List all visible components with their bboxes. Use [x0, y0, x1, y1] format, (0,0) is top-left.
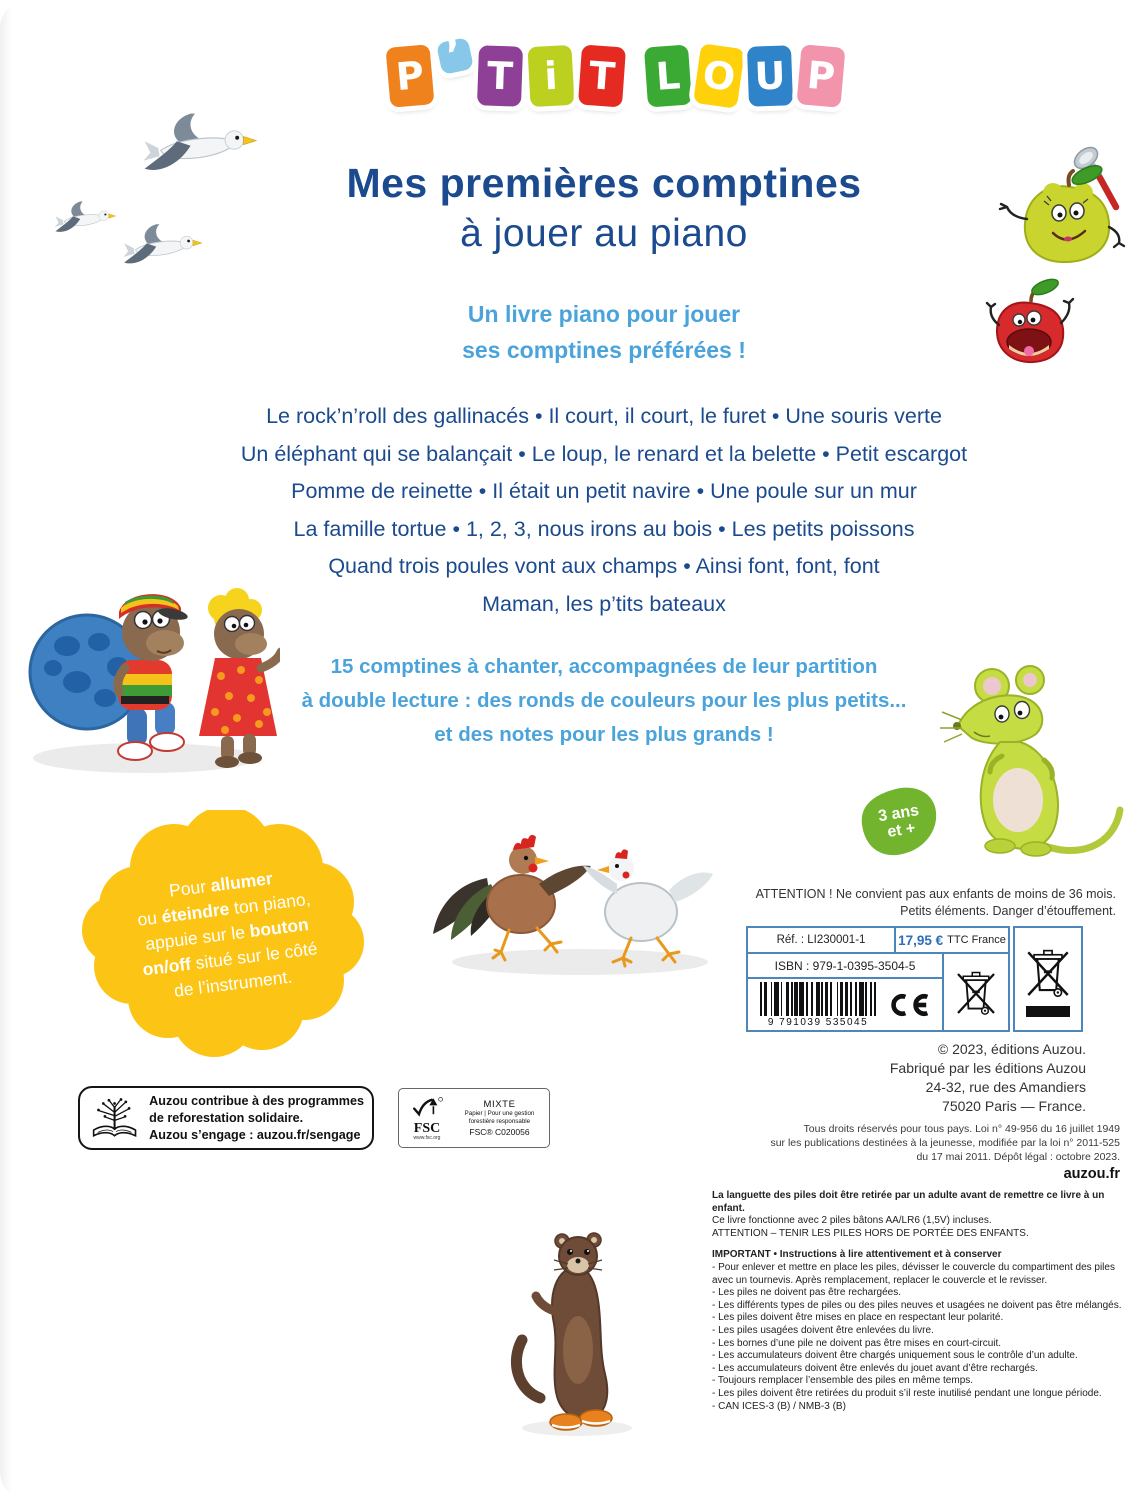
battery-item: - Toujours remplacer l’ensemble des piles en même temps.	[712, 1375, 974, 1387]
apples-illustration	[975, 135, 1136, 375]
reforestation-line: Auzou s’engage : auzou.fr/sengage	[149, 1127, 361, 1142]
book-title-line2: à jouer au piano	[460, 212, 748, 255]
battery-item: - Les piles doivent être mises en place en respectant leur polarité.	[712, 1312, 1004, 1324]
battery-line: Ce livre fonctionne avec 2 piles bâtons AA/LR6 (1,5V) incluses.	[712, 1215, 992, 1227]
battery-instructions	[712, 1190, 1126, 1413]
fsc-desc-line2: forestière responsable	[468, 1117, 531, 1125]
publisher-line: Fabriqué par les éditions Auzou	[889, 1060, 1086, 1076]
barcode-bars	[760, 982, 875, 1016]
fsc-grade: MIXTE	[483, 1098, 516, 1110]
reforestation-label	[78, 1086, 374, 1150]
power-instructions-bubble	[76, 810, 378, 1068]
fsc-desc-line1: Papier | Pour une gestion	[464, 1109, 535, 1117]
reforestation-line: Auzou contribue à des programmes	[149, 1093, 364, 1108]
age-badge-line1: 3 ans	[877, 802, 921, 826]
fsc-acronym: FSC	[413, 1120, 441, 1136]
song-line: Pomme de reinette • Il était un petit navire • Une poule sur un mur	[291, 479, 917, 503]
barcode-digits: 9 791039 535045	[767, 1016, 869, 1028]
barcode	[751, 982, 885, 1028]
song-line: La famille tortue • 1, 2, 3, nous irons au bois • Les petits poissons	[293, 516, 915, 541]
tree-book-logo	[88, 1091, 141, 1145]
reforestation-line: de reforestation solidaire.	[149, 1110, 304, 1125]
fsc-text-block	[455, 1099, 544, 1137]
price-value: 17,95 €	[898, 932, 944, 948]
logo-letter-tile: P	[796, 44, 845, 108]
safety-warning-line2: Petits éléments. Danger d’étouffement.	[900, 904, 1116, 918]
price-suffix: TTC France	[947, 934, 1006, 946]
fsc-license-code: FSC® C020056	[469, 1127, 530, 1138]
battery-item: - Les piles ne doivent pas être rechargées.	[712, 1287, 901, 1299]
battery-item: - CAN ICES-3 (B) / NMB-3 (B)	[712, 1400, 846, 1412]
barcode-box-bottom	[748, 979, 942, 1030]
book-title-line1: Mes premières comptines	[346, 160, 862, 206]
bubble-text: Pour	[167, 875, 212, 901]
bubble-text: ou	[136, 906, 163, 930]
legal-line: sur les publications destinées à la jeunesse, modifiée par la loi n° 2011-525	[770, 1137, 1120, 1149]
fsc-url: www.fsc.org	[413, 1134, 441, 1141]
logo-letter-tile: U	[747, 45, 793, 106]
song-line: Maman, les p’tits bateaux	[482, 591, 726, 616]
reference-number: Réf. : LI230001-1	[748, 928, 896, 952]
weee-box	[1013, 926, 1083, 1032]
description-line: et des notes pour les plus grands !	[434, 723, 774, 746]
green-rat-illustration	[928, 648, 1128, 863]
weee-black-bar	[1026, 1006, 1070, 1017]
isbn: ISBN : 979-1-0395-3504-5	[748, 954, 942, 979]
bubble-text: de l’instrument.	[172, 966, 294, 1001]
publisher-info	[890, 1040, 1086, 1116]
battery-item: - Les piles doivent être retirées du produit s’il reste inutilisé pendant une longue période.	[712, 1387, 1102, 1399]
barcode-box-top-row	[748, 928, 1008, 954]
bubble-text-bold: bouton	[248, 914, 310, 942]
safety-warning-line1: ATTENTION ! Ne convient pas aux enfants de moins de 36 mois.	[755, 887, 1116, 901]
weee-bin-icon	[955, 964, 997, 1020]
safety-warning	[756, 886, 1116, 920]
logo-letter-tile: O	[693, 43, 745, 109]
ce-mark-icon	[888, 990, 932, 1020]
subtitle-line2: ses comptines préférées !	[462, 337, 746, 363]
bubble-text: appuie sur le	[144, 921, 251, 954]
battery-notice: La languette des piles doit être retirée par un adulte avant de remettre ce livre à un enfant.	[712, 1190, 1105, 1214]
fsc-label	[398, 1088, 550, 1148]
red-apple	[987, 276, 1073, 362]
song-line: Quand trois poules vont aux champs • Ainsi font, font, font	[328, 554, 880, 578]
bubble-text-bold: allumer	[209, 868, 274, 896]
publisher-line: 75020 Paris — France.	[942, 1098, 1086, 1114]
hen	[583, 849, 713, 966]
dancing-chickens-illustration	[425, 820, 725, 985]
logo-letter-tile: P	[385, 44, 434, 108]
battery-important-title: IMPORTANT • Instructions à lire attentivement et à conserver	[712, 1249, 1002, 1261]
publisher-website: auzou.fr	[1063, 1166, 1120, 1182]
legal-line: Tous droits réservés pour tous pays. Loi n° 49-956 du 16 juillet 1949	[803, 1123, 1120, 1135]
logo-letter-tile: T	[477, 45, 523, 106]
legal-notice	[770, 1122, 1120, 1181]
weee-bin-icon	[1025, 942, 1071, 1002]
logo-letter-tile: i	[527, 45, 574, 107]
ferret-illustration	[492, 1228, 657, 1438]
bubble-text-bold: éteindre	[160, 898, 231, 927]
age-badge-line2: et +	[886, 819, 917, 841]
price	[896, 928, 1008, 952]
logo-apostrophe-tile: ’	[436, 37, 474, 75]
subtitle-line1: Un livre piano pour jouer	[467, 301, 741, 327]
logo-letter-tile: L	[644, 45, 692, 108]
reforestation-text	[149, 1093, 364, 1144]
battery-item: - Les bornes d’une pile ne doivent pas être mises en court-circuit.	[712, 1337, 1002, 1349]
barcode-box-left	[748, 954, 944, 1030]
fsc-logo-block	[404, 1096, 450, 1141]
ptit-loup-logo	[388, 30, 843, 106]
battery-item: - Les différents types de piles ou des piles neuves et usagées ne doivent pas être mélangés.	[712, 1299, 1122, 1311]
description-line: 15 comptines à chanter, accompagnées de leur partition	[330, 655, 878, 678]
battery-item: - Les accumulateurs doivent être enlevés du jouet avant d’être rechargés.	[712, 1362, 1038, 1374]
publisher-line: 24-32, rue des Amandiers	[925, 1079, 1086, 1095]
age-badge	[858, 786, 942, 858]
battery-line: ATTENTION – TENIR LES PILES HORS DE PORTÉE DES ENFANTS.	[712, 1227, 1029, 1239]
bubble-text: ton piano,	[227, 888, 312, 919]
barcode-box	[746, 926, 1010, 1032]
fsc-logo	[411, 1096, 443, 1118]
barcode-box-main	[748, 954, 1008, 1030]
rooster	[433, 835, 591, 960]
barcode-box-right	[944, 954, 1008, 1030]
battery-item: - Pour enlever et mettre en place les piles, dévisser le couvercle du compartiment des piles avec un tournevis. Après remplacement, replacer le couvercle et le revisser.	[712, 1261, 1115, 1286]
song-line: Un éléphant qui se balançait • Le loup, le renard et la belette • Petit escargot	[240, 441, 968, 466]
bubble-text: situé sur le côté	[189, 938, 319, 974]
logo-letter-tile: T	[578, 45, 626, 108]
age-badge-text	[853, 780, 947, 864]
battery-item: - Les piles usagées doivent être enlevées du livre.	[712, 1324, 934, 1336]
battery-item: - Les accumulateurs doivent être chargés uniquement sous le contrôle d’un adulte.	[712, 1350, 1078, 1362]
description-line: à double lecture : des ronds de couleurs pour les plus petits...	[301, 689, 907, 712]
green-apple	[1000, 162, 1124, 262]
bubble-text-bold: on/off	[141, 953, 193, 980]
legal-line: du 17 mai 2011. Dépôt légal : octobre 2023.	[916, 1151, 1120, 1163]
publisher-line: © 2023, éditions Auzou.	[937, 1041, 1086, 1057]
song-line: Le rock’n’roll des gallinacés • Il court, il court, le furet • Une souris verte	[266, 404, 942, 428]
